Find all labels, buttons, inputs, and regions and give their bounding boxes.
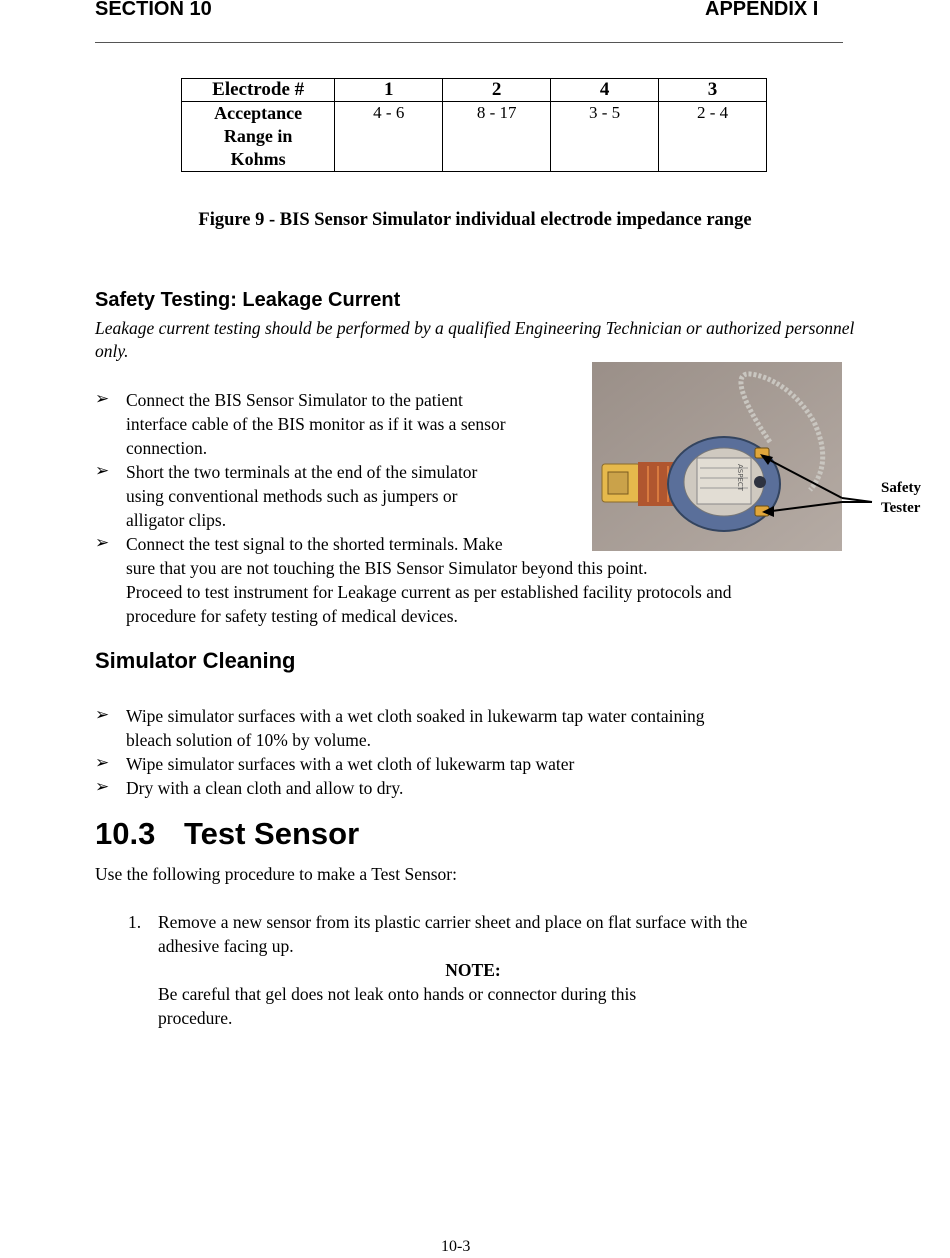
section-number: 10.3 (95, 816, 156, 851)
table-cell: 3 - 5 (551, 102, 659, 172)
page-number: 10-3 (441, 1238, 471, 1255)
row-label-line: Range in (223, 126, 293, 146)
bullet-line: bleach solution of 10% by volume. (126, 730, 371, 750)
bullet-icon: ➢ (95, 777, 110, 796)
figure-caption: Figure 9 - BIS Sensor Simulator individual electrode impedance range (198, 210, 752, 230)
note-label: NOTE: (445, 960, 501, 980)
arrow-lines (842, 490, 882, 510)
note-text (158, 982, 636, 1030)
table-header-cell: Electrode # (182, 79, 335, 102)
table-header-cell: 4 (551, 79, 659, 102)
table-header-cell: 2 (443, 79, 551, 102)
bullet-icon: ➢ (95, 753, 110, 772)
step-number: 1. (128, 912, 142, 932)
table-row (182, 102, 767, 172)
safety-bullet-2 (126, 460, 477, 532)
cleaning-bullet-1 (126, 704, 705, 752)
safety-intro-line: Leakage current testing should be performed by a qualified Engineering Technician or authorized personnel (95, 318, 855, 338)
bullet-line: connection. (126, 438, 208, 458)
bullet-icon: ➢ (95, 705, 110, 724)
row-label-line: Acceptance (214, 103, 303, 123)
bullet-icon: ➢ (95, 461, 110, 480)
cleaning-heading: Simulator Cleaning (95, 648, 296, 673)
safety-intro-line: only. (95, 341, 129, 361)
table-cell: 8 - 17 (443, 102, 551, 172)
section-title: Test Sensor (184, 816, 360, 851)
safety-heading: Safety Testing: Leakage Current (95, 289, 401, 311)
bullet-line: procedure for safety testing of medical devices. (126, 606, 458, 626)
row-label-line: Kohms (230, 149, 286, 169)
step-text (158, 910, 747, 958)
bullet-icon: ➢ (95, 533, 110, 552)
note-line: Be careful that gel does not leak onto hands or connector during this (158, 984, 637, 1004)
table-header-row (182, 79, 767, 102)
safety-bullet-1 (126, 388, 506, 460)
row-label (182, 102, 335, 172)
bullet-icon: ➢ (95, 389, 110, 408)
bullet-line: alligator clips. (126, 510, 227, 530)
test-sensor-intro: Use the following procedure to make a Test Sensor: (95, 864, 457, 884)
bullet-line: Proceed to test instrument for Leakage current as per established facility protocols and (126, 582, 732, 602)
bullet-line: Wipe simulator surfaces with a wet cloth soaked in lukewarm tap water containing (126, 706, 705, 726)
label-line: Safety (881, 480, 921, 496)
bullet-line: Connect the test signal to the shorted terminals. Make (126, 534, 503, 554)
cleaning-bullet-3 (126, 776, 403, 800)
bullet-line: Short the two terminals at the end of the simulator (126, 462, 478, 482)
section-header: SECTION 10 (95, 0, 212, 20)
label-line: Tester (881, 500, 921, 516)
step-line: adhesive facing up. (158, 936, 294, 956)
simulator-photo (592, 362, 842, 551)
bullet-line: using conventional methods such as jumpers or (126, 486, 458, 506)
impedance-table (181, 78, 767, 172)
bullet-line: sure that you are not touching the BIS Sensor Simulator beyond this point. (126, 558, 648, 578)
table-header-cell: 3 (659, 79, 767, 102)
bullet-line: Connect the BIS Sensor Simulator to the patient (126, 390, 463, 410)
step-line: Remove a new sensor from its plastic carrier sheet and place on flat surface with the (158, 912, 748, 932)
bullet-line: Wipe simulator surfaces with a wet cloth of lukewarm tap water (126, 754, 575, 774)
bullet-line: Dry with a clean cloth and allow to dry. (126, 778, 404, 798)
header-rule (95, 42, 843, 43)
bullet-line: interface cable of the BIS monitor as if it was a sensor (126, 414, 506, 434)
cleaning-bullet-2 (126, 752, 574, 776)
table-header-cell: 1 (335, 79, 443, 102)
safety-tester-label (881, 478, 921, 518)
note-line: procedure. (158, 1008, 233, 1028)
appendix-header: APPENDIX I (705, 0, 819, 20)
table-cell: 4 - 6 (335, 102, 443, 172)
device-brand: ASPECT (736, 464, 744, 492)
table-cell: 2 - 4 (659, 102, 767, 172)
